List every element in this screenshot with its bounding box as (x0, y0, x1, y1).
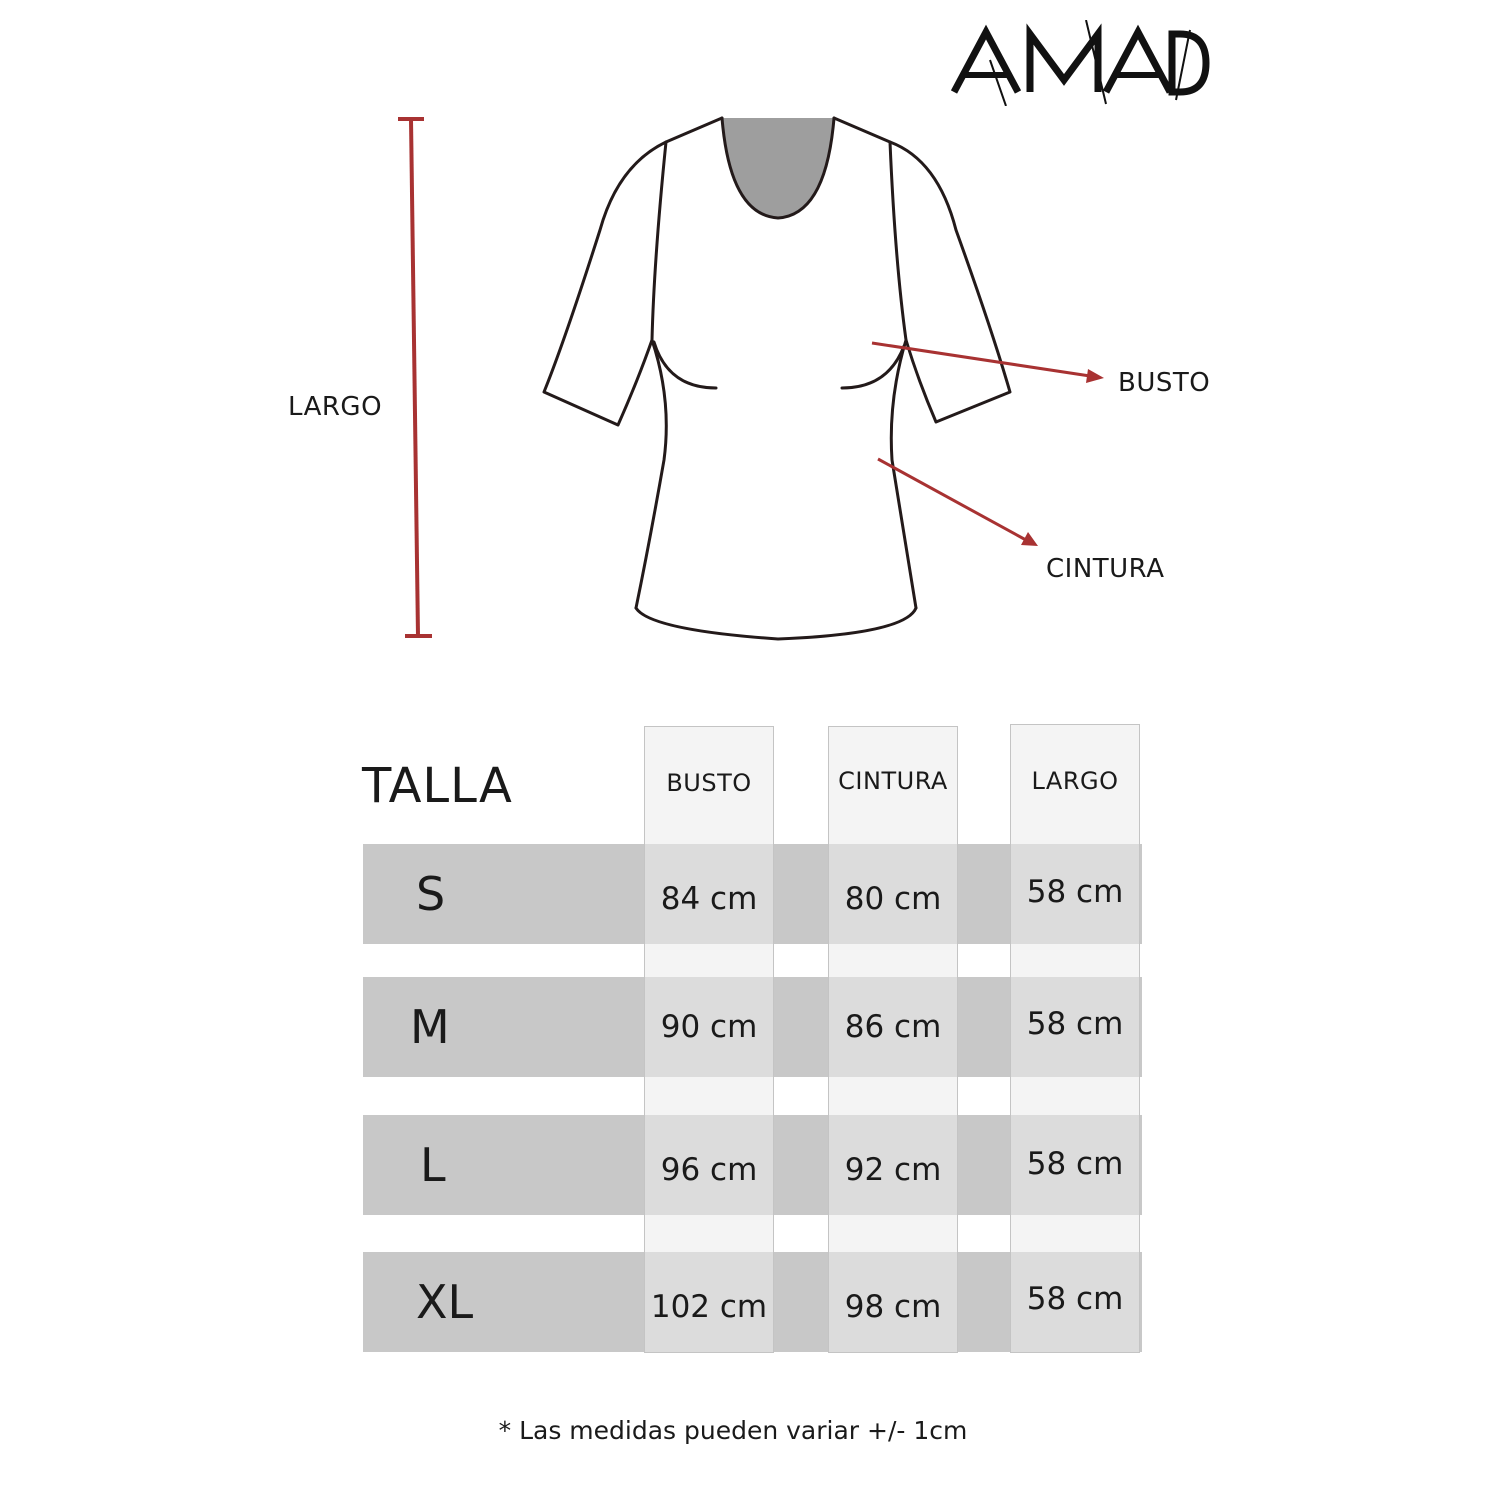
table-cell: 80 cm (844, 881, 942, 917)
size-label: S (416, 867, 446, 921)
table-cell: 58 cm (1026, 1146, 1124, 1182)
largo-measure-line (398, 119, 432, 636)
table-cell: 102 cm (650, 1289, 768, 1325)
table-cell: 96 cm (660, 1152, 758, 1188)
busto-arrow (872, 343, 1104, 383)
table-cell: 90 cm (660, 1009, 758, 1045)
table-cell: 92 cm (844, 1152, 942, 1188)
cintura-arrow (878, 459, 1038, 546)
size-label: L (420, 1138, 446, 1192)
brand-logo (946, 20, 1210, 106)
column-header-cintura: CINTURA (838, 767, 948, 795)
garment-diagram (0, 100, 1500, 660)
busto-column (644, 726, 774, 1353)
cintura-label: CINTURA (1046, 554, 1165, 584)
table-title: TALLA (362, 758, 513, 814)
column-header-busto: BUSTO (666, 769, 752, 797)
cintura-column (828, 726, 958, 1353)
column-header-largo: LARGO (1031, 767, 1119, 795)
table-cell: 58 cm (1026, 1006, 1124, 1042)
busto-label: BUSTO (1118, 368, 1211, 398)
footnote: * Las medidas pueden variar +/- 1cm (498, 1416, 968, 1445)
table-cell: 86 cm (844, 1009, 942, 1045)
table-cell: 84 cm (660, 881, 758, 917)
neckline-fill (722, 118, 834, 218)
largo-label: LARGO (288, 392, 383, 422)
largo-column (1010, 724, 1140, 1353)
table-cell: 98 cm (844, 1289, 942, 1325)
table-cell: 58 cm (1026, 1281, 1124, 1317)
size-label: M (410, 1000, 450, 1054)
size-label: XL (416, 1275, 474, 1329)
table-cell: 58 cm (1026, 874, 1124, 910)
